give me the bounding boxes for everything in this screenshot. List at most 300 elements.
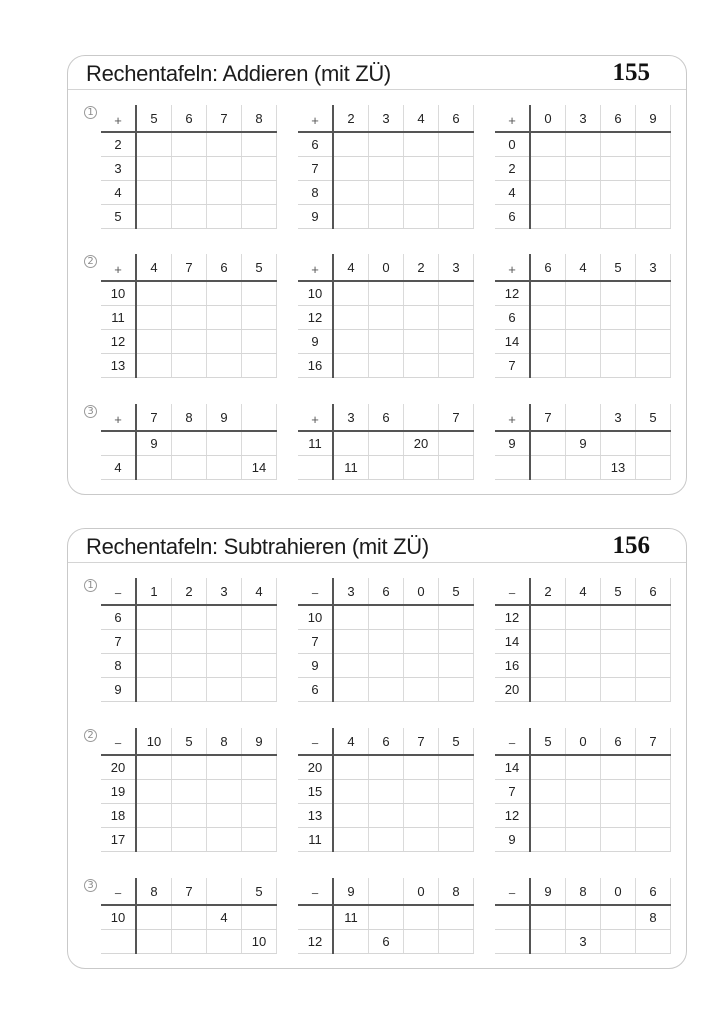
column-operand-cell[interactable]: 0 (404, 578, 439, 605)
answer-cell[interactable] (636, 205, 671, 229)
answer-cell[interactable] (242, 654, 277, 678)
row-operand-cell[interactable] (101, 431, 136, 456)
answer-cell[interactable] (369, 354, 404, 378)
answer-cell[interactable] (333, 330, 369, 354)
answer-cell[interactable] (530, 654, 566, 678)
row-operand-cell[interactable]: 12 (101, 330, 136, 354)
answer-cell[interactable] (439, 755, 474, 780)
answer-cell[interactable] (530, 281, 566, 306)
answer-cell[interactable] (636, 281, 671, 306)
answer-cell[interactable] (172, 930, 207, 954)
row-operand-cell[interactable]: 7 (298, 630, 333, 654)
row-operand-cell[interactable]: 9 (495, 431, 530, 456)
column-operand-cell[interactable]: 0 (369, 254, 404, 281)
answer-cell[interactable] (439, 905, 474, 930)
answer-cell[interactable] (566, 828, 601, 852)
answer-cell[interactable] (404, 905, 439, 930)
column-operand-cell[interactable]: 3 (333, 578, 369, 605)
answer-cell[interactable] (566, 281, 601, 306)
answer-cell[interactable] (566, 654, 601, 678)
column-operand-cell[interactable]: 0 (404, 878, 439, 905)
column-operand-cell[interactable]: 9 (636, 105, 671, 132)
row-operand-cell[interactable]: 18 (101, 804, 136, 828)
answer-cell[interactable] (207, 755, 242, 780)
row-operand-cell[interactable]: 2 (495, 157, 530, 181)
row-operand-cell[interactable]: 10 (101, 281, 136, 306)
answer-cell[interactable] (404, 330, 439, 354)
column-operand-cell[interactable]: 7 (530, 404, 566, 431)
answer-cell[interactable] (207, 330, 242, 354)
answer-cell[interactable] (333, 930, 369, 954)
row-operand-cell[interactable]: 9 (298, 205, 333, 229)
answer-cell[interactable] (439, 306, 474, 330)
answer-cell[interactable] (242, 354, 277, 378)
column-operand-cell[interactable] (242, 404, 277, 431)
answer-cell[interactable] (530, 354, 566, 378)
answer-cell[interactable] (172, 654, 207, 678)
answer-cell[interactable] (601, 630, 636, 654)
answer-cell[interactable] (242, 905, 277, 930)
answer-cell[interactable] (369, 306, 404, 330)
row-operand-cell[interactable]: 6 (495, 205, 530, 229)
column-operand-cell[interactable]: 6 (601, 728, 636, 755)
answer-cell[interactable] (566, 780, 601, 804)
column-operand-cell[interactable]: 8 (566, 878, 601, 905)
answer-cell[interactable] (566, 605, 601, 630)
column-operand-cell[interactable]: 7 (172, 878, 207, 905)
answer-cell[interactable] (207, 354, 242, 378)
answer-cell[interactable] (404, 132, 439, 157)
answer-cell[interactable] (404, 306, 439, 330)
row-operand-cell[interactable]: 0 (495, 132, 530, 157)
answer-cell[interactable] (136, 205, 172, 229)
answer-cell[interactable] (439, 654, 474, 678)
answer-cell[interactable] (601, 828, 636, 852)
answer-cell[interactable] (242, 605, 277, 630)
column-operand-cell[interactable]: 2 (404, 254, 439, 281)
answer-cell[interactable] (136, 780, 172, 804)
row-operand-cell[interactable]: 2 (101, 132, 136, 157)
answer-cell[interactable] (566, 306, 601, 330)
answer-cell[interactable] (369, 181, 404, 205)
answer-cell[interactable] (207, 431, 242, 456)
row-operand-cell[interactable]: 9 (495, 828, 530, 852)
row-operand-cell[interactable]: 6 (495, 306, 530, 330)
answer-cell[interactable] (530, 804, 566, 828)
answer-cell[interactable] (404, 828, 439, 852)
answer-cell[interactable] (207, 780, 242, 804)
answer-cell[interactable] (530, 828, 566, 852)
answer-cell[interactable] (439, 678, 474, 702)
answer-cell[interactable]: 10 (242, 930, 277, 954)
column-operand-cell[interactable]: 7 (439, 404, 474, 431)
answer-cell[interactable] (242, 780, 277, 804)
answer-cell[interactable] (636, 157, 671, 181)
answer-cell[interactable] (636, 828, 671, 852)
answer-cell[interactable] (172, 804, 207, 828)
answer-cell[interactable] (530, 431, 566, 456)
answer-cell[interactable] (601, 930, 636, 954)
answer-cell[interactable] (530, 630, 566, 654)
answer-cell[interactable] (530, 330, 566, 354)
answer-cell[interactable] (172, 157, 207, 181)
answer-cell[interactable] (242, 678, 277, 702)
answer-cell[interactable] (333, 132, 369, 157)
answer-cell[interactable] (242, 205, 277, 229)
answer-cell[interactable] (136, 630, 172, 654)
answer-cell[interactable] (636, 755, 671, 780)
row-operand-cell[interactable]: 7 (101, 630, 136, 654)
column-operand-cell[interactable]: 6 (369, 578, 404, 605)
column-operand-cell[interactable]: 3 (636, 254, 671, 281)
answer-cell[interactable] (404, 654, 439, 678)
answer-cell[interactable] (439, 804, 474, 828)
row-operand-cell[interactable]: 10 (298, 281, 333, 306)
column-operand-cell[interactable]: 3 (601, 404, 636, 431)
column-operand-cell[interactable]: 8 (172, 404, 207, 431)
column-operand-cell[interactable]: 4 (333, 254, 369, 281)
answer-cell[interactable] (404, 755, 439, 780)
row-operand-cell[interactable]: 15 (298, 780, 333, 804)
row-operand-cell[interactable]: 10 (101, 905, 136, 930)
row-operand-cell[interactable]: 3 (101, 157, 136, 181)
answer-cell[interactable] (566, 905, 601, 930)
answer-cell[interactable] (566, 678, 601, 702)
row-operand-cell[interactable]: 12 (298, 930, 333, 954)
answer-cell[interactable] (530, 905, 566, 930)
answer-cell[interactable] (566, 755, 601, 780)
column-operand-cell[interactable]: 6 (439, 105, 474, 132)
answer-cell[interactable] (333, 306, 369, 330)
column-operand-cell[interactable]: 9 (333, 878, 369, 905)
column-operand-cell[interactable]: 0 (566, 728, 601, 755)
column-operand-cell[interactable]: 0 (601, 878, 636, 905)
column-operand-cell[interactable]: 6 (172, 105, 207, 132)
answer-cell[interactable] (207, 181, 242, 205)
answer-cell[interactable] (404, 678, 439, 702)
answer-cell[interactable] (136, 306, 172, 330)
answer-cell[interactable] (439, 780, 474, 804)
answer-cell[interactable] (566, 630, 601, 654)
column-operand-cell[interactable]: 6 (530, 254, 566, 281)
answer-cell[interactable] (566, 132, 601, 157)
column-operand-cell[interactable]: 9 (207, 404, 242, 431)
answer-cell[interactable] (601, 605, 636, 630)
column-operand-cell[interactable]: 9 (242, 728, 277, 755)
answer-cell[interactable] (369, 828, 404, 852)
column-operand-cell[interactable]: 5 (636, 404, 671, 431)
answer-cell[interactable] (636, 630, 671, 654)
answer-cell[interactable] (333, 281, 369, 306)
answer-cell[interactable] (333, 654, 369, 678)
answer-cell[interactable] (242, 828, 277, 852)
answer-cell[interactable] (172, 755, 207, 780)
answer-cell[interactable] (369, 330, 404, 354)
answer-cell[interactable] (136, 930, 172, 954)
column-operand-cell[interactable]: 2 (530, 578, 566, 605)
row-operand-cell[interactable] (495, 905, 530, 930)
row-operand-cell[interactable]: 12 (495, 281, 530, 306)
answer-cell[interactable] (601, 330, 636, 354)
column-operand-cell[interactable]: 7 (136, 404, 172, 431)
row-operand-cell[interactable]: 20 (495, 678, 530, 702)
answer-cell[interactable] (530, 456, 566, 480)
answer-cell[interactable]: 3 (566, 930, 601, 954)
column-operand-cell[interactable]: 3 (566, 105, 601, 132)
answer-cell[interactable] (207, 605, 242, 630)
answer-cell[interactable] (136, 132, 172, 157)
answer-cell[interactable] (369, 678, 404, 702)
column-operand-cell[interactable]: 2 (333, 105, 369, 132)
row-operand-cell[interactable]: 11 (298, 828, 333, 852)
answer-cell[interactable] (333, 205, 369, 229)
column-operand-cell[interactable] (207, 878, 242, 905)
answer-cell[interactable] (242, 330, 277, 354)
answer-cell[interactable] (636, 431, 671, 456)
row-operand-cell[interactable]: 6 (101, 605, 136, 630)
answer-cell[interactable] (242, 630, 277, 654)
answer-cell[interactable] (404, 281, 439, 306)
answer-cell[interactable] (636, 330, 671, 354)
answer-cell[interactable] (207, 828, 242, 852)
answer-cell[interactable] (207, 132, 242, 157)
answer-cell[interactable] (404, 456, 439, 480)
row-operand-cell[interactable]: 12 (298, 306, 333, 330)
answer-cell[interactable] (369, 630, 404, 654)
column-operand-cell[interactable]: 7 (207, 105, 242, 132)
row-operand-cell[interactable]: 14 (495, 755, 530, 780)
answer-cell[interactable] (136, 281, 172, 306)
answer-cell[interactable] (207, 456, 242, 480)
column-operand-cell[interactable]: 6 (369, 404, 404, 431)
answer-cell[interactable] (636, 181, 671, 205)
answer-cell[interactable] (566, 456, 601, 480)
column-operand-cell[interactable]: 3 (369, 105, 404, 132)
answer-cell[interactable] (636, 306, 671, 330)
answer-cell[interactable] (242, 306, 277, 330)
column-operand-cell[interactable]: 5 (439, 728, 474, 755)
row-operand-cell[interactable]: 7 (298, 157, 333, 181)
answer-cell[interactable] (404, 205, 439, 229)
answer-cell[interactable] (333, 630, 369, 654)
answer-cell[interactable] (242, 281, 277, 306)
answer-cell[interactable]: 6 (369, 930, 404, 954)
answer-cell[interactable] (601, 132, 636, 157)
answer-cell[interactable] (333, 804, 369, 828)
column-operand-cell[interactable]: 8 (207, 728, 242, 755)
row-operand-cell[interactable]: 9 (298, 654, 333, 678)
answer-cell[interactable] (207, 205, 242, 229)
row-operand-cell[interactable]: 16 (495, 654, 530, 678)
answer-cell[interactable] (242, 431, 277, 456)
answer-cell[interactable] (333, 157, 369, 181)
answer-cell[interactable] (404, 930, 439, 954)
answer-cell[interactable] (566, 804, 601, 828)
answer-cell[interactable] (601, 281, 636, 306)
row-operand-cell[interactable]: 8 (101, 654, 136, 678)
answer-cell[interactable] (601, 755, 636, 780)
answer-cell[interactable] (136, 330, 172, 354)
answer-cell[interactable] (566, 181, 601, 205)
row-operand-cell[interactable]: 4 (101, 181, 136, 205)
answer-cell[interactable] (207, 678, 242, 702)
answer-cell[interactable] (601, 157, 636, 181)
column-operand-cell[interactable]: 10 (136, 728, 172, 755)
answer-cell[interactable]: 4 (207, 905, 242, 930)
answer-cell[interactable] (369, 157, 404, 181)
answer-cell[interactable] (172, 605, 207, 630)
answer-cell[interactable] (369, 755, 404, 780)
answer-cell[interactable] (207, 306, 242, 330)
answer-cell[interactable] (333, 828, 369, 852)
row-operand-cell[interactable]: 9 (298, 330, 333, 354)
answer-cell[interactable] (333, 431, 369, 456)
column-operand-cell[interactable]: 3 (333, 404, 369, 431)
answer-cell[interactable] (136, 157, 172, 181)
answer-cell[interactable] (172, 905, 207, 930)
answer-cell[interactable] (601, 354, 636, 378)
column-operand-cell[interactable]: 7 (172, 254, 207, 281)
answer-cell[interactable] (530, 132, 566, 157)
row-operand-cell[interactable]: 4 (495, 181, 530, 205)
answer-cell[interactable] (439, 431, 474, 456)
answer-cell[interactable] (207, 804, 242, 828)
column-operand-cell[interactable]: 7 (404, 728, 439, 755)
answer-cell[interactable] (601, 654, 636, 678)
answer-cell[interactable] (333, 181, 369, 205)
answer-cell[interactable] (404, 181, 439, 205)
answer-cell[interactable] (530, 157, 566, 181)
column-operand-cell[interactable]: 9 (530, 878, 566, 905)
column-operand-cell[interactable]: 4 (404, 105, 439, 132)
answer-cell[interactable] (530, 780, 566, 804)
column-operand-cell[interactable]: 4 (242, 578, 277, 605)
column-operand-cell[interactable] (404, 404, 439, 431)
answer-cell[interactable]: 8 (636, 905, 671, 930)
answer-cell[interactable] (136, 181, 172, 205)
answer-cell[interactable] (601, 431, 636, 456)
row-operand-cell[interactable]: 7 (495, 354, 530, 378)
answer-cell[interactable] (207, 654, 242, 678)
answer-cell[interactable] (369, 605, 404, 630)
answer-cell[interactable]: 13 (601, 456, 636, 480)
answer-cell[interactable] (530, 678, 566, 702)
column-operand-cell[interactable]: 5 (439, 578, 474, 605)
answer-cell[interactable] (333, 354, 369, 378)
answer-cell[interactable] (369, 654, 404, 678)
row-operand-cell[interactable]: 11 (298, 431, 333, 456)
column-operand-cell[interactable]: 6 (601, 105, 636, 132)
column-operand-cell[interactable] (566, 404, 601, 431)
row-operand-cell[interactable]: 14 (495, 330, 530, 354)
answer-cell[interactable] (369, 431, 404, 456)
row-operand-cell[interactable] (495, 930, 530, 954)
answer-cell[interactable] (601, 780, 636, 804)
answer-cell[interactable] (369, 905, 404, 930)
row-operand-cell[interactable]: 5 (101, 205, 136, 229)
row-operand-cell[interactable] (495, 456, 530, 480)
answer-cell[interactable] (136, 354, 172, 378)
column-operand-cell[interactable]: 6 (369, 728, 404, 755)
column-operand-cell[interactable]: 6 (207, 254, 242, 281)
answer-cell[interactable] (207, 281, 242, 306)
answer-cell[interactable] (369, 780, 404, 804)
answer-cell[interactable] (636, 780, 671, 804)
answer-cell[interactable] (136, 654, 172, 678)
answer-cell[interactable]: 11 (333, 456, 369, 480)
row-operand-cell[interactable]: 20 (101, 755, 136, 780)
answer-cell[interactable] (172, 205, 207, 229)
answer-cell[interactable] (172, 828, 207, 852)
answer-cell[interactable] (172, 354, 207, 378)
answer-cell[interactable] (242, 755, 277, 780)
answer-cell[interactable] (172, 630, 207, 654)
answer-cell[interactable]: 9 (566, 431, 601, 456)
answer-cell[interactable] (636, 930, 671, 954)
answer-cell[interactable] (172, 281, 207, 306)
answer-cell[interactable] (369, 205, 404, 229)
answer-cell[interactable] (242, 132, 277, 157)
answer-cell[interactable] (136, 456, 172, 480)
row-operand-cell[interactable]: 4 (101, 456, 136, 480)
row-operand-cell[interactable] (298, 905, 333, 930)
column-operand-cell[interactable]: 4 (333, 728, 369, 755)
answer-cell[interactable] (207, 157, 242, 181)
row-operand-cell[interactable]: 6 (298, 132, 333, 157)
answer-cell[interactable] (207, 630, 242, 654)
row-operand-cell[interactable]: 13 (101, 354, 136, 378)
row-operand-cell[interactable] (101, 930, 136, 954)
row-operand-cell[interactable]: 12 (495, 804, 530, 828)
answer-cell[interactable] (439, 157, 474, 181)
answer-cell[interactable] (404, 605, 439, 630)
answer-cell[interactable] (172, 330, 207, 354)
answer-cell[interactable] (601, 678, 636, 702)
answer-cell[interactable] (242, 181, 277, 205)
answer-cell[interactable] (369, 281, 404, 306)
answer-cell[interactable] (439, 281, 474, 306)
answer-cell[interactable] (601, 181, 636, 205)
column-operand-cell[interactable]: 4 (566, 578, 601, 605)
answer-cell[interactable] (136, 605, 172, 630)
answer-cell[interactable] (566, 354, 601, 378)
row-operand-cell[interactable]: 14 (495, 630, 530, 654)
answer-cell[interactable]: 20 (404, 431, 439, 456)
row-operand-cell[interactable]: 8 (298, 181, 333, 205)
column-operand-cell[interactable]: 8 (439, 878, 474, 905)
column-operand-cell[interactable]: 3 (439, 254, 474, 281)
answer-cell[interactable] (404, 157, 439, 181)
answer-cell[interactable] (530, 605, 566, 630)
answer-cell[interactable] (566, 157, 601, 181)
column-operand-cell[interactable]: 5 (242, 878, 277, 905)
answer-cell[interactable] (636, 654, 671, 678)
column-operand-cell[interactable]: 4 (566, 254, 601, 281)
column-operand-cell[interactable]: 5 (601, 254, 636, 281)
answer-cell[interactable] (439, 132, 474, 157)
row-operand-cell[interactable]: 17 (101, 828, 136, 852)
answer-cell[interactable]: 11 (333, 905, 369, 930)
column-operand-cell[interactable] (369, 878, 404, 905)
row-operand-cell[interactable]: 19 (101, 780, 136, 804)
answer-cell[interactable] (242, 157, 277, 181)
answer-cell[interactable] (601, 905, 636, 930)
column-operand-cell[interactable]: 5 (601, 578, 636, 605)
answer-cell[interactable] (136, 755, 172, 780)
answer-cell[interactable] (369, 456, 404, 480)
column-operand-cell[interactable]: 6 (636, 578, 671, 605)
column-operand-cell[interactable]: 7 (636, 728, 671, 755)
